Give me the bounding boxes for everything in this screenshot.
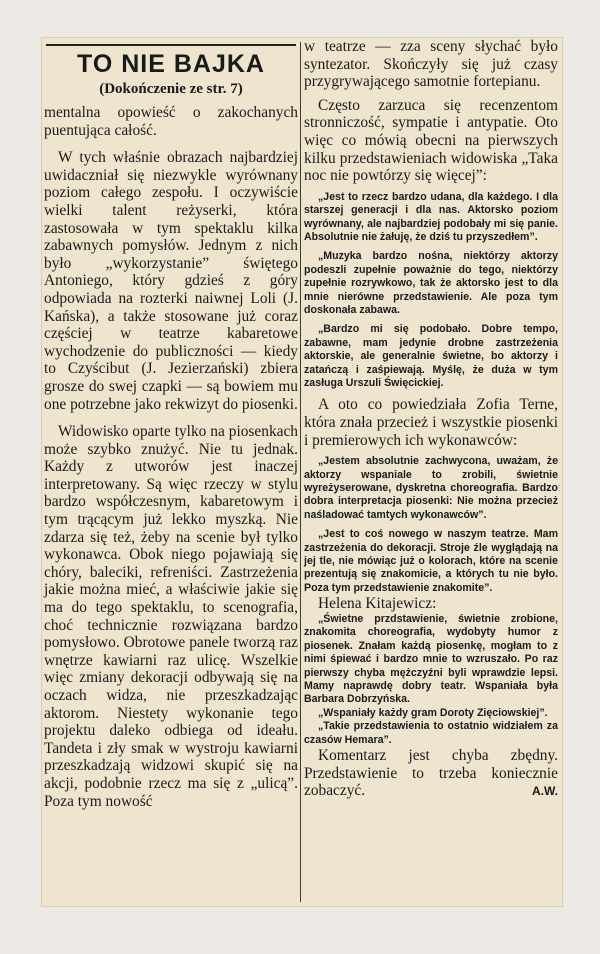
quote: „Wspaniały każdy gram Doroty Zięciowskiej”.: [318, 706, 548, 719]
paragraph: A oto co powiedziała Zofia Terne, która znała przecież i wszystkie piosenki i premierowych ich wykonawców:: [304, 396, 558, 449]
quote: „Muzyka bardzo nośna, niektórzy aktorzy podeszli zupełnie poważnie do tego, niektórzy zupełnie rozrywkowo, tak że aktorsko jest to dla mnie nierówne przedstawienie. Ale poza tym doskonała zabawa.: [304, 250, 558, 316]
quote: „Jestem absolutnie zachwycona, uważam, że aktorzy wspaniale to zrobili, świetnie wyreżyserowane, dyskretna choreografia. Bardzo dobra interpretacja piosenki: Nie można przecież naśladować tamtych wykonawców”.: [304, 455, 558, 521]
headline-box: [46, 44, 296, 98]
newspaper-clipping: [42, 38, 562, 906]
quote: „Bardzo mi się podobało. Dobre tempo, zabawne, mam jedynie drobne zastrzeżenia aktorskie, ale generalnie świetne, bo aktorzy i zatańczą i zaśpiewają. Myślę, że duża w tym zasługa Urszuli Święcickiej.: [304, 323, 558, 390]
paragraph: Często zarzuca się recenzentom stronniczość, sympatie i antypatie. Oto więc co mówią obecni na pierwszych kilku przedstawieniach widowiska „Taka noc nie powtórzy się więcej”:: [304, 96, 558, 185]
paragraph: Helena Kitajewicz:: [318, 595, 437, 613]
author-signature: A.W.: [532, 783, 558, 798]
quote: „Takie przedstawienia to ostatnio widziałem za czasów Hemara”.: [304, 720, 558, 746]
paragraph: w teatrze — zza sceny słychać było syntezator. Skończyły się już czasy przygrywającego samotnie fortepianu.: [304, 38, 558, 91]
article-title: TO NIE BAJKA: [77, 50, 265, 78]
left-column: [44, 38, 298, 810]
paragraph: Komentarz jest chyba zbędny. Przedstawienie to trzeba koniecznie zobaczyć.: [304, 746, 558, 800]
quote: „Jest to rzecz bardzo udana, dla każdego. I dla starszej generacji i dla nas. Aktorsko poziom wyrównany, ale najbardziej podobały mi się panie. Absolutnie nie żałuję, że dziś tu przyszedłem”.: [304, 190, 558, 243]
quote: „Jest to coś nowego w naszym teatrze. Mam zastrzeżenia do dekoracji. Stroje źle wyglądają na jej tle, nie mówiąc już o kolorach, które na scenie prezentują się znakomicie, a których tu nie było. Poza tym przedstawienie znakomite”.: [304, 528, 558, 594]
right-column: [304, 38, 558, 800]
paragraph: W tych właśnie obrazach najbardziej uwidaczniał się niezwykle wyrównany poziom całego zespołu. I oczywiście wielki talent reżyserki, która zastosowała w tym spektaklu kilka zabawnych pomysłów. Jednym z nich było „wykorzystanie” świętego Antoniego, który gdzieś z góry odpowiada na rozterki naiwnej Loli (J. Kańska), a także stosowane już coraz częściej w teatrze kabaretowe wychodzenie do publiczności — kiedy to Czyścibut (J. Jezierzański) zbiera grosze do swej czapki — są bowiem mu one potrzebne jako rekwizyt do piosenki.: [44, 149, 298, 413]
continuation-note: (Dokończenie ze str. 7): [99, 81, 243, 97]
paragraph: mentalna opowieść o zakochanych puentująca całość.: [44, 104, 298, 139]
paragraph: Widowisko oparte tylko na piosenkach może szybko znużyć. Nie tu jednak. Każdy z utworów jest inaczej interpretowany. Są więc rzeczy w stylu bardzo współczesnym, kabaretowym i tym trącącym już lekko myszką. Nie zdarza się też, żeby na scenie był tylko wykonawca. Obok niego pojawiają się chóry, baleciki, refreniści. Zastrzeżenia jakie można mieć, a właściwie jakie się ma do tego spektaklu, to scenografia, choć technicznie rozwiązana bardzo pomysłowo. Obrotowe panele tworzą raz wnętrze kawiarni raz ulicę. Wszelkie więc zmiany dekoracji odbywają się na oczach widza, nie przeszkadzając aktorom. Niestety wykonanie tego projektu daleko odbiega od ideału. Tandeta i zły smak w wystroju kawiarni przeszkadzają widzowi skupić się na akcji, podobnie rzecz ma się z „ulicą”. Poza tym nowość: [44, 423, 298, 810]
column-divider: [300, 42, 301, 902]
quote: „Świetne przdstawienie, świetnie zrobione, znakomita choreografia, wydobyty humor z piosenek. Znałam każdą piosenkę, mogłam to z nimi śpiewać i bardzo mnie to wzruszało. Po raz pierwszy chyba mężczyźni byli wprawdzie lepsi. Mamy naprawdę dobry teatr. Wspaniała była Barbara Dobrzyńska.: [304, 612, 558, 706]
